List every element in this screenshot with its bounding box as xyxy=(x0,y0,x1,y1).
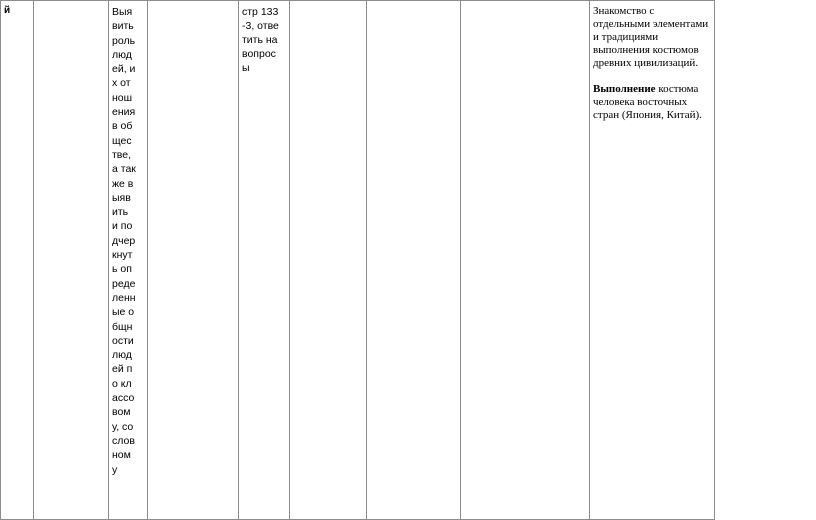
table-cell-9 xyxy=(590,1,715,520)
table-cell-6 xyxy=(290,1,367,520)
homework-text: стр 133-3, ответить на вопросы xyxy=(242,6,279,74)
activity-intro-paragraph: Знакомство с отдельными элементами и традициями выполнения костюмов древних цивилизаций. xyxy=(593,5,709,69)
table-cell-1 xyxy=(1,1,34,520)
activity-task-label: Выполнение xyxy=(593,83,656,95)
activity-task-text: костюма человека восточных стран (Япония, Китай). xyxy=(593,83,702,121)
cell-text-fragment: й xyxy=(4,5,11,16)
table-cell-8 xyxy=(461,1,590,520)
activity-task-paragraph xyxy=(593,83,711,122)
lesson-goal-text: Выявить роль людей, их отношения в обществе, а также выявить и подчеркнуть определенные общности людей по классовому, сословному xyxy=(112,6,136,476)
table-cell-7 xyxy=(367,1,461,520)
table-cell-4 xyxy=(148,1,239,520)
table-row xyxy=(1,1,715,520)
table-cell-2 xyxy=(34,1,109,520)
table-cell-5 xyxy=(239,1,290,520)
table-cell-3 xyxy=(109,1,148,520)
activity-description xyxy=(593,5,711,122)
